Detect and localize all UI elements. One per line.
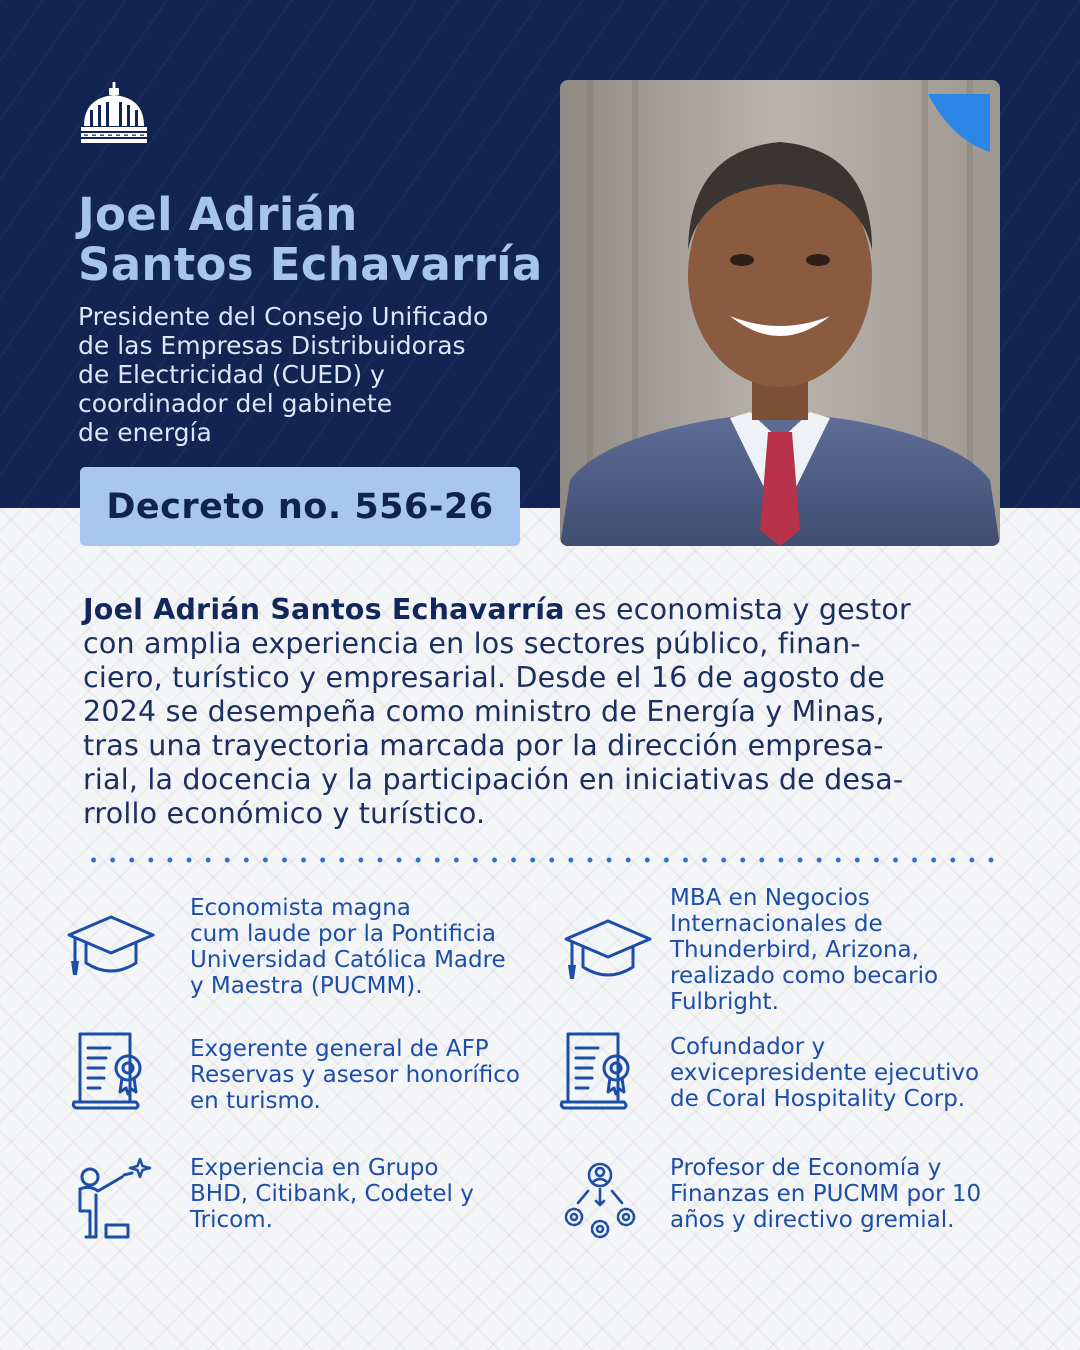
highlight-line: de Coral Hospitality Corp.: [670, 1086, 966, 1112]
highlight-line: y Maestra (PUCMM).: [190, 973, 423, 999]
role-line: coordinador del gabinete: [78, 389, 393, 418]
portrait-photo: [560, 80, 1000, 546]
highlight-line: realizado como becario: [670, 963, 939, 989]
role-line: de Electricidad (CUED) y: [78, 360, 385, 389]
highlight-line: Exgerente general de AFP: [190, 1036, 489, 1062]
bio-name: Joel Adrián Santos Echavarría: [83, 593, 565, 626]
bio-line: tras una trayectoria marcada por la dirección empresa-: [83, 729, 884, 762]
highlight-line: exvicepresidente ejecutivo: [670, 1060, 980, 1086]
team-gears-icon: [560, 1161, 640, 1243]
decree-badge: [80, 467, 520, 546]
highlight-line: Fulbright.: [670, 989, 779, 1015]
person-name-line2: Santos Echavarría: [78, 238, 543, 291]
bio-line: rrollo económico y turístico.: [83, 797, 486, 830]
biography-paragraph: [83, 593, 1003, 831]
highlight-line: cum laude por la Pontificia: [190, 921, 497, 947]
graduation-cap-icon: [66, 909, 156, 981]
certificate-icon: [70, 1030, 154, 1110]
role-line: de energía: [78, 418, 212, 447]
highlight-line: Tricom.: [190, 1207, 273, 1233]
highlight-line: Profesor de Economía y: [670, 1155, 942, 1181]
highlight-line: años y directivo gremial.: [670, 1207, 955, 1233]
presenter-icon: [66, 1155, 156, 1241]
bio-line: con amplia experiencia en los sectores público, finan-: [83, 627, 861, 660]
person-name-line1: Joel Adrián: [78, 188, 358, 241]
graduation-cap-icon: [563, 913, 653, 985]
highlight-line: Experiencia en Grupo: [190, 1155, 439, 1181]
decree-label: Decreto no. 556-26: [106, 486, 494, 527]
highlight-line: MBA en Negocios: [670, 885, 870, 911]
highlight-line: Finanzas en PUCMM por 10: [670, 1181, 982, 1207]
person-role: [78, 302, 548, 447]
certificate-icon: [558, 1030, 642, 1110]
highlight-line: Cofundador y: [670, 1034, 826, 1060]
bio-line: es economista y gestor: [564, 593, 911, 626]
highlight-line: Economista magna: [190, 895, 411, 921]
highlight-line: Internacionales de: [670, 911, 883, 937]
highlight-line: Thunderbird, Arizona,: [670, 937, 919, 963]
highlight-line: BHD, Citibank, Codetel y: [190, 1181, 474, 1207]
highlight-line: Reservas y asesor honorífico: [190, 1062, 521, 1088]
bio-line: 2024 se desempeña como ministro de Energía y Minas,: [83, 695, 885, 728]
dotted-divider: [84, 855, 1002, 865]
role-line: de las Empresas Distribuidoras: [78, 331, 466, 360]
role-line: Presidente del Consejo Unificado: [78, 302, 489, 331]
person-name: [78, 190, 548, 290]
government-dome-logo-icon: [78, 80, 150, 152]
highlight-line: Universidad Católica Madre: [190, 947, 506, 973]
bio-line: rial, la docencia y la participación en iniciativas de desa-: [83, 763, 904, 796]
bio-line: ciero, turístico y empresarial. Desde el 16 de agosto de: [83, 661, 886, 694]
highlight-line: en turismo.: [190, 1088, 321, 1114]
